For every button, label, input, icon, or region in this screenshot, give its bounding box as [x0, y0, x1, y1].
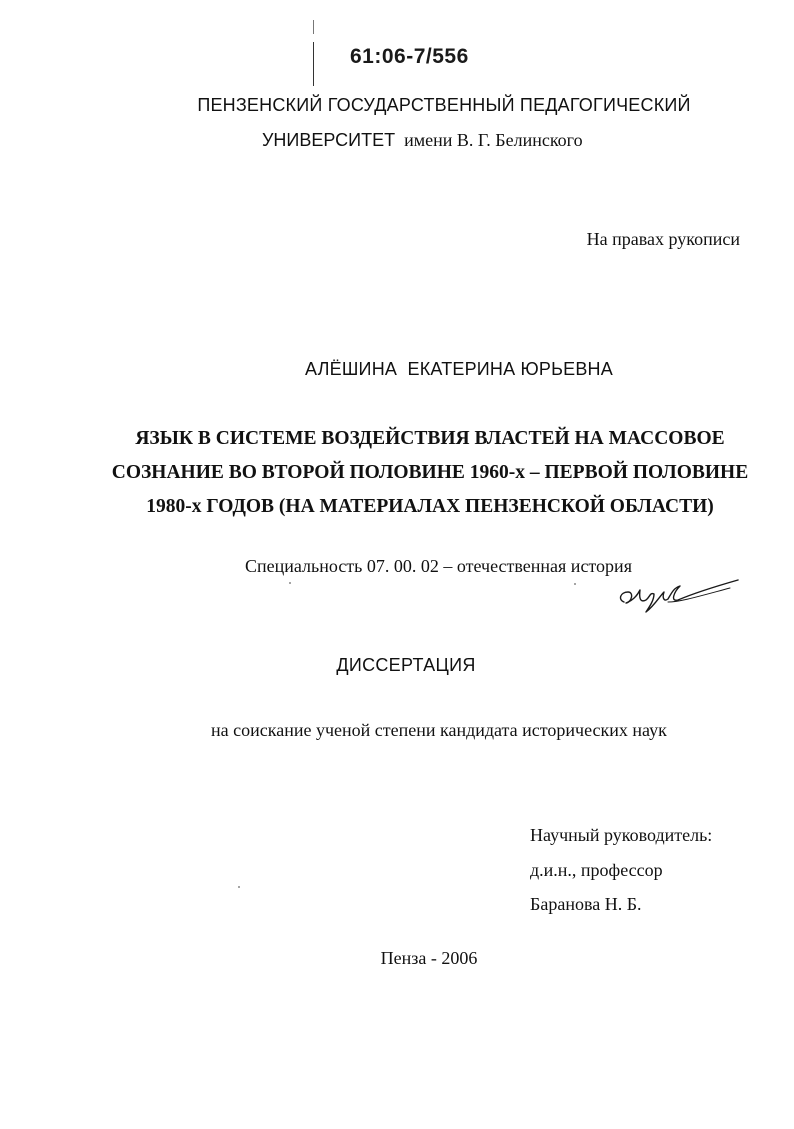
dissertation-title: [110, 422, 750, 524]
margin-mark: [313, 20, 314, 34]
institution-line-1: ПЕНЗЕНСКИЙ ГОСУДАРСТВЕННЫЙ ПЕДАГОГИЧЕСКИЙ: [197, 95, 691, 115]
institution-university: УНИВЕРСИТЕТ: [262, 130, 396, 150]
title-line-3: 1980-х ГОДОВ (НА МАТЕРИАЛАХ ПЕНЗЕНСКОЙ ОБЛАСТИ): [146, 496, 714, 517]
supervisor-block: [530, 818, 712, 922]
rights-notice: На правах рукописи: [586, 229, 740, 249]
supervisor-title: д.и.н., профессор: [530, 859, 663, 880]
signature-icon: [610, 572, 745, 616]
scan-speck: [238, 886, 240, 888]
scan-speck: [289, 582, 291, 584]
author-name: АЛЁШИНА ЕКАТЕРИНА ЮРЬЕВНА: [305, 359, 613, 379]
degree-statement: на соискание ученой степени кандидата исторических наук: [211, 720, 667, 740]
institution-line-2: [262, 130, 583, 151]
city-year: Пенза - 2006: [380, 948, 478, 968]
institution-named-after: имени В. Г. Белинского: [404, 130, 583, 150]
supervisor-label: Научный руководитель:: [530, 825, 713, 845]
scan-speck: [574, 583, 576, 585]
title-line-2: СОЗНАНИЕ ВО ВТОРОЙ ПОЛОВИНЕ 1960-х – ПЕРВОЙ ПОЛОВИНЕ: [111, 462, 749, 483]
supervisor-name: Баранова Н. Б.: [530, 894, 642, 914]
margin-mark: [313, 42, 314, 86]
document-type: ДИССЕРТАЦИЯ: [336, 655, 476, 675]
call-number: 61:06-7/556: [350, 45, 469, 68]
specialty: Специальность 07. 00. 02 – отечественная история: [245, 556, 632, 576]
title-line-1: ЯЗЫК В СИСТЕМЕ ВОЗДЕЙСТВИЯ ВЛАСТЕЙ НА МАССОВОЕ: [135, 428, 725, 449]
